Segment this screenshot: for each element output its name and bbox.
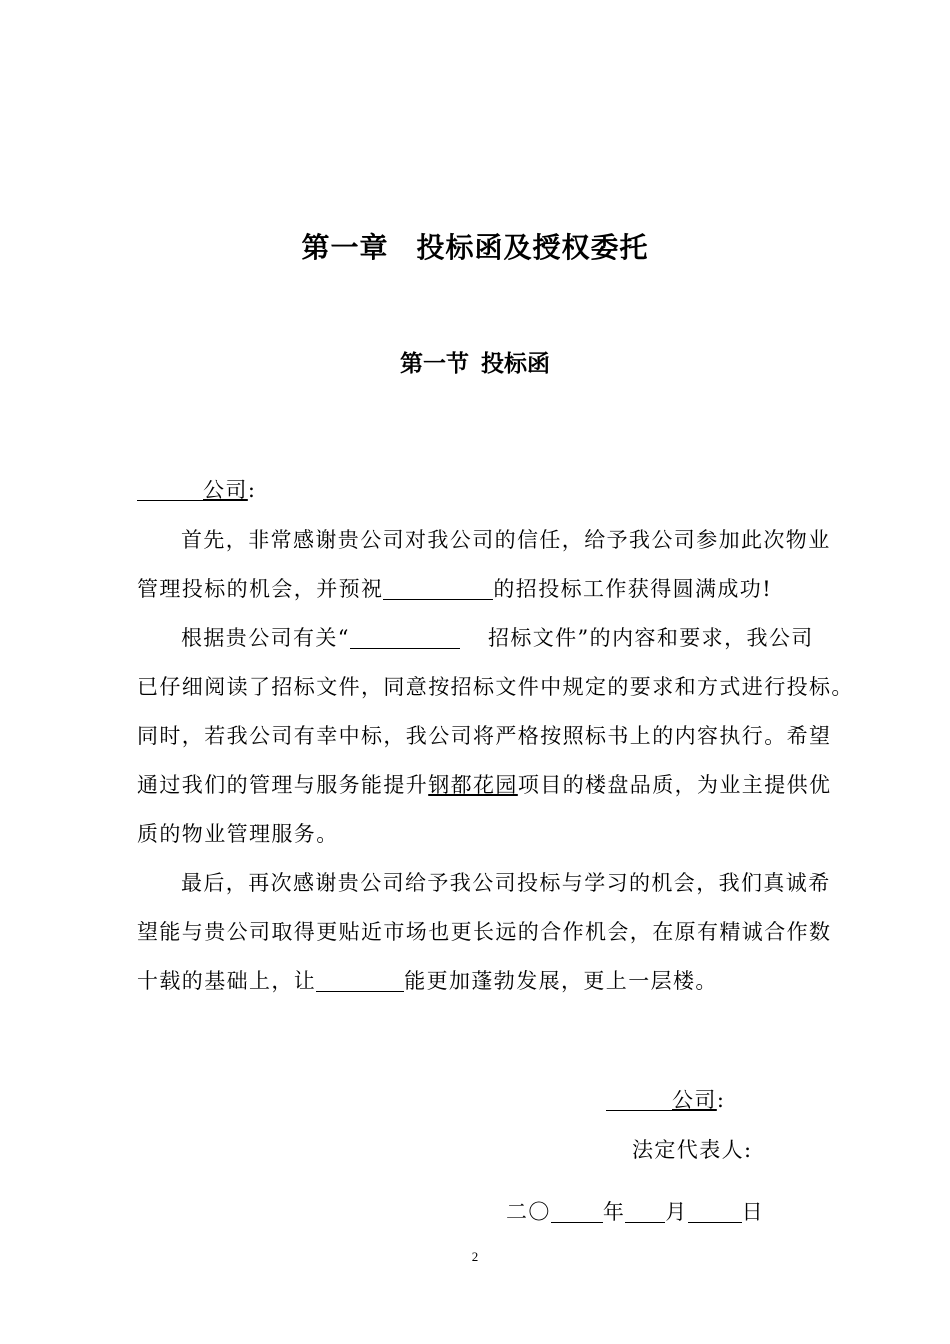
month-blank bbox=[625, 1200, 665, 1223]
chapter-title bbox=[0, 226, 950, 266]
para3-line3 bbox=[137, 965, 718, 995]
chapter-number: 第一章 bbox=[301, 231, 389, 264]
para3-line3-b: 能更加蓬勃发展，更上一层楼。 bbox=[404, 969, 718, 993]
signature-company-label: 公司 bbox=[672, 1088, 717, 1112]
section-name: 投标函 bbox=[481, 351, 550, 377]
section-number: 第一节 bbox=[400, 351, 469, 377]
para2-line3: 同时，若我公司有幸中标，我公司将严格按照标书上的内容执行。希望 bbox=[137, 724, 832, 748]
para1-line2-b: 的招投标工作获得圆满成功! bbox=[493, 577, 773, 601]
page-number: 2 bbox=[471, 1249, 479, 1264]
signature-blank bbox=[606, 1088, 672, 1111]
salutation-blank bbox=[137, 478, 203, 501]
para1-line1: 首先，非常感谢贵公司对我公司的信任，给予我公司参加此次物业 bbox=[181, 528, 831, 552]
para3-line3-a: 十载的基础上，让 bbox=[137, 969, 317, 993]
para2-line1-a: 根据贵公司有关“ bbox=[181, 626, 350, 650]
para3-line1: 最后，再次感谢贵公司给予我公司投标与学习的机会，我们真诚希 bbox=[181, 871, 831, 895]
project-name: 钢都花园 bbox=[428, 773, 518, 797]
para2-line4-b: 项目的楼盘品质，为业主提供优 bbox=[517, 773, 832, 797]
section-title bbox=[0, 345, 950, 378]
year-blank bbox=[551, 1200, 603, 1223]
para2-blank bbox=[350, 626, 460, 649]
para1-line2 bbox=[137, 573, 772, 603]
date-day: 日 bbox=[741, 1200, 765, 1224]
para1-line2-a: 管理投标的机会，并预祝 bbox=[137, 577, 384, 601]
para2-line4 bbox=[137, 769, 831, 799]
signature-company bbox=[606, 1084, 725, 1114]
signature-date bbox=[506, 1196, 764, 1226]
signature-colon: : bbox=[716, 1088, 726, 1112]
date-prefix: 二〇 bbox=[506, 1200, 551, 1224]
chapter-name: 投标函及授权委托 bbox=[416, 231, 649, 264]
para3-line2: 望能与贵公司取得更贴近市场也更长远的合作机会，在原有精诚合作数 bbox=[137, 920, 832, 944]
date-month: 月 bbox=[665, 1200, 688, 1224]
para2-line2: 已仔细阅读了招标文件，同意按招标文件中规定的要求和方式进行投标。 bbox=[137, 675, 854, 699]
legal-representative: 法定代表人: bbox=[632, 1138, 753, 1162]
day-blank bbox=[688, 1200, 742, 1223]
salutation bbox=[137, 474, 256, 504]
para2-line5: 质的物业管理服务。 bbox=[137, 822, 339, 846]
salutation-colon: : bbox=[247, 478, 257, 502]
para2-line4-a: 通过我们的管理与服务能提升 bbox=[137, 773, 429, 797]
salutation-company: 公司 bbox=[203, 478, 248, 502]
para1-blank bbox=[383, 577, 493, 600]
para3-blank bbox=[316, 969, 404, 992]
para2-line1-b: 招标文件”的内容和要求，我公司 bbox=[487, 626, 814, 650]
date-year: 年 bbox=[602, 1200, 626, 1224]
para2-line1 bbox=[137, 622, 814, 652]
